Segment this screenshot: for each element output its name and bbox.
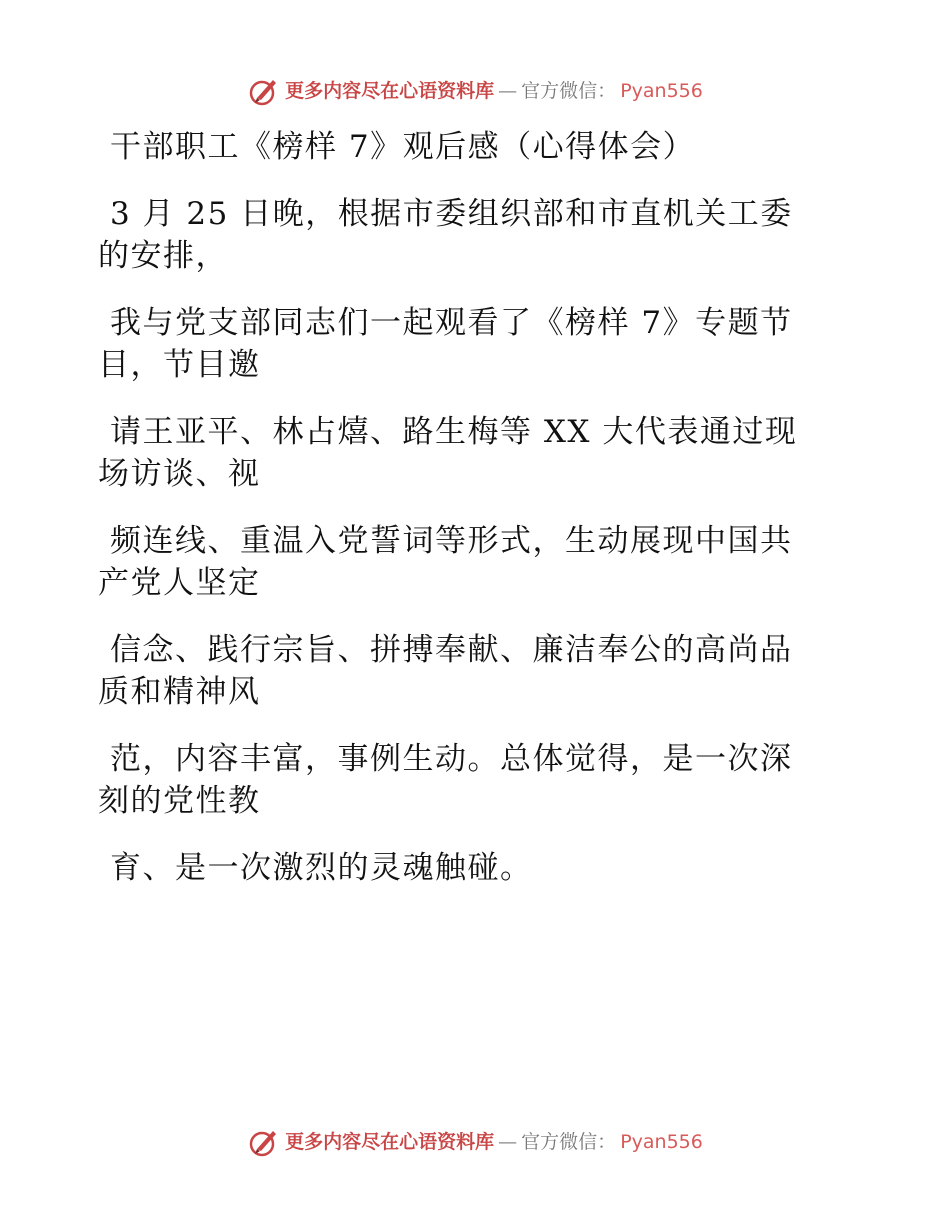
body-line: 请王亚平、林占熺、路生梅等 XX 大代表通过现 (110, 414, 798, 450)
body-line: 信念、践行宗旨、拼搏奉献、廉洁奉公的高尚品 (110, 632, 793, 668)
body-line: 产党人坚定 (98, 565, 261, 601)
header-watermark (0, 76, 950, 106)
body-line: 范，内容丰富，事例生动。总体觉得，是一次深 (110, 741, 793, 777)
body-line: 频连线、重温入党誓词等形式，生动展现中国共 (110, 523, 793, 559)
watermark-wechat-id: Pyan556 (620, 1131, 703, 1153)
body-line: 刻的党性教 (98, 783, 261, 819)
watermark-site-text: 更多内容尽在心语资料库 (285, 1131, 495, 1153)
body-line: 育、是一次激烈的灵魂触碰。 (110, 850, 533, 886)
watermark-wechat-id: Pyan556 (620, 80, 703, 102)
watermark-label: 官方微信： (521, 80, 617, 102)
watermark-site-text: 更多内容尽在心语资料库 (285, 80, 495, 102)
body-line: 3 月 25 日晚，根据市委组织部和市直机关工委 (110, 196, 793, 232)
watermark-dash: — (498, 1131, 518, 1153)
quill-logo-icon (247, 76, 281, 106)
quill-logo-icon (247, 1127, 281, 1157)
footer-watermark (0, 1127, 950, 1157)
watermark-label: 官方微信： (521, 1131, 617, 1153)
body-line: 场访谈、视 (98, 456, 261, 492)
body-line: 的安排， (98, 238, 228, 274)
watermark-dash: — (498, 80, 518, 102)
body-line: 质和精神风 (98, 674, 261, 710)
document-body (98, 126, 838, 889)
document-title: 干部职工《榜样 7》观后感（心得体会） (110, 129, 696, 165)
body-line: 我与党支部同志们一起观看了《榜样 7》专题节 (110, 305, 793, 341)
body-line: 目，节目邀 (98, 347, 261, 383)
